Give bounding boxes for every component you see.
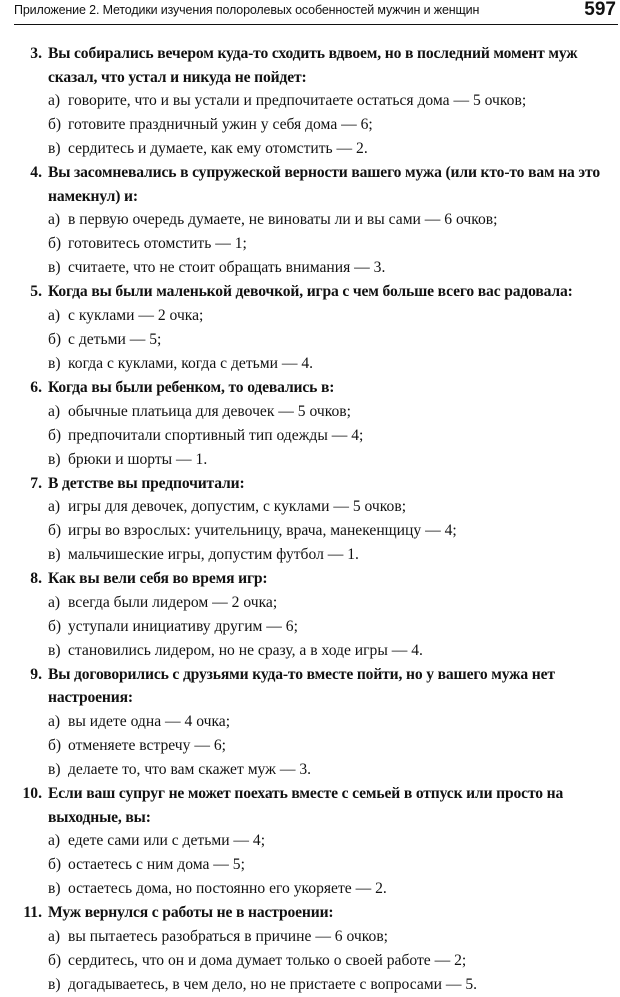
option-letter: в) — [48, 259, 61, 277]
option-letter: б) — [48, 522, 62, 540]
answer-option — [48, 925, 614, 949]
page-number: 597 — [584, 0, 616, 20]
question-number: 3. — [30, 45, 42, 62]
answer-option — [48, 256, 614, 280]
question-number: 8. — [30, 570, 42, 588]
option-text: догадываетесь, в чем дело, но не пристаете с вопросами — 5. — [68, 975, 478, 993]
question-item — [0, 42, 620, 161]
option-letter: а) — [48, 498, 61, 516]
answer-option — [48, 758, 614, 782]
option-text: предпочитали спортивный тип одежды — 4; — [68, 426, 364, 444]
option-letter: в) — [48, 880, 61, 898]
option-letter: б) — [48, 330, 62, 348]
answer-option — [48, 304, 614, 328]
answer-option — [48, 734, 614, 758]
option-text: игры во взрослых: учительницу, врача, манекенщицу — 4; — [68, 522, 457, 540]
option-text: вы пытаетесь разобраться в причине — 6 очков; — [68, 927, 389, 945]
answer-option — [48, 591, 614, 615]
option-text: с куклами — 2 очка; — [68, 306, 204, 324]
question-number: 4. — [30, 164, 42, 182]
option-letter: а) — [48, 832, 61, 850]
question-text: Как вы вели себя во время игр: — [48, 570, 268, 588]
question-item — [0, 280, 620, 376]
option-letter: б) — [48, 951, 62, 969]
answer-option — [48, 949, 614, 973]
answer-option — [48, 352, 614, 376]
option-text: обычные платьица для девочек — 5 очков; — [68, 402, 352, 420]
option-letter: в) — [48, 450, 61, 468]
option-text: когда с куклами, когда с детьми — 4. — [68, 354, 314, 372]
answer-option — [48, 519, 614, 543]
option-text: в первую очередь думаете, не виноваты ли и вы сами — 6 очков; — [68, 211, 498, 229]
option-letter: б) — [48, 426, 62, 444]
answer-option — [48, 615, 614, 639]
option-letter: в) — [48, 140, 61, 158]
question-number: 11. — [23, 904, 42, 922]
option-text: готовитесь отомстить — 1; — [68, 235, 247, 253]
question-number: 6. — [30, 378, 42, 396]
question-text: Когда вы были маленькой девочкой, игра с чем больше всего вас радовала: — [48, 283, 573, 301]
option-text: брюки и шорты — 1. — [68, 450, 208, 468]
option-text: отменяете встречу — 6; — [68, 736, 226, 754]
question-number: 7. — [30, 474, 42, 492]
question-text: В детстве вы предпочитали: — [48, 474, 245, 492]
answer-option — [48, 710, 614, 734]
option-letter: а) — [48, 402, 61, 420]
answer-option — [48, 208, 614, 232]
answer-option — [48, 424, 614, 448]
running-header — [14, 0, 618, 25]
question-text: Вы договорились с друзьями куда-то вместе пойти, но у вашего мужа нет настроения: — [48, 665, 555, 707]
option-text: говорите, что и вы устали и предпочитаете остаться дома — 5 очков; — [68, 92, 527, 110]
option-letter: а) — [48, 92, 61, 110]
option-letter: б) — [48, 116, 62, 134]
option-text: всегда были лидером — 2 очка; — [68, 593, 278, 611]
option-letter: а) — [48, 593, 61, 611]
question-item — [0, 376, 620, 472]
question-item — [0, 472, 620, 568]
header-title: Приложение 2. Методики изучения полоролевых особенностей мужчин и женщин — [14, 3, 480, 17]
option-letter: а) — [48, 712, 61, 730]
question-text: Когда вы были ребенком, то одевались в: — [48, 378, 335, 396]
question-item — [0, 782, 620, 901]
option-text: игры для девочек, допустим, с куклами — 5 очков; — [68, 498, 407, 516]
question-item — [0, 901, 620, 997]
answer-option — [48, 639, 614, 663]
option-text: становились лидером, но не сразу, а в ходе игры — 4. — [68, 641, 423, 659]
option-letter: в) — [48, 354, 61, 372]
option-letter: а) — [48, 306, 61, 324]
option-text: остаетесь с ним дома — 5; — [68, 856, 245, 874]
answer-option — [48, 543, 614, 567]
answer-option — [48, 973, 614, 997]
option-text: готовите праздничный ужин у себя дома — 6; — [68, 116, 373, 134]
question-text: Вы собирались вечером куда-то сходить вдвоем, но в последний момент муж сказал, что устал и никуда не пойдет: — [48, 45, 578, 86]
option-letter: а) — [48, 211, 61, 229]
option-text: сердитесь и думаете, как ему отомстить — 2. — [68, 140, 368, 158]
answer-option — [48, 400, 614, 424]
option-text: едете сами или с детьми — 4; — [68, 832, 266, 850]
option-letter: в) — [48, 546, 61, 564]
question-number: 10. — [22, 784, 42, 802]
question-item — [0, 663, 620, 782]
answer-option — [48, 877, 614, 901]
option-letter: в) — [48, 641, 61, 659]
option-text: считаете, что не стоит обращать внимания — 3. — [68, 259, 386, 277]
option-text: вы идете одна — 4 очка; — [68, 712, 231, 730]
option-letter: б) — [48, 235, 62, 253]
answer-option — [48, 113, 614, 137]
answer-option — [48, 137, 614, 161]
option-text: мальчишеские игры, допустим футбол — 1. — [68, 546, 359, 564]
question-text: Муж вернулся с работы не в настроении: — [48, 904, 334, 922]
question-text: Если ваш супруг не может поехать вместе с семьей в отпуск или просто на выходные, вы: — [48, 784, 564, 826]
answer-option — [48, 448, 614, 472]
question-text: Вы засомневались в супружеской верности вашего мужа (или кто-то вам на это намекнул) и: — [48, 164, 600, 205]
option-letter: в) — [48, 975, 61, 993]
answer-option — [48, 328, 614, 352]
question-number: 5. — [30, 283, 42, 301]
option-letter: в) — [48, 760, 61, 778]
option-text: уступали инициативу другим — 6; — [68, 617, 298, 635]
answer-option — [48, 89, 614, 113]
option-text: делаете то, что вам скажет муж — 3. — [68, 760, 312, 778]
answer-option — [48, 829, 614, 853]
question-item — [0, 161, 620, 280]
question-number: 9. — [30, 665, 42, 683]
option-letter: б) — [48, 617, 62, 635]
answer-option — [48, 232, 614, 256]
answer-option — [48, 495, 614, 519]
option-text: сердитесь, что он и дома думает только о своей работе — 2; — [68, 951, 467, 969]
question-list — [0, 42, 620, 997]
question-item — [0, 567, 620, 663]
option-letter: а) — [48, 927, 61, 945]
option-text: остаетесь дома, но постоянно его укоряете — 2. — [68, 880, 387, 898]
option-letter: б) — [48, 736, 62, 754]
option-text: с детьми — 5; — [68, 330, 162, 348]
answer-option — [48, 853, 614, 877]
option-letter: б) — [48, 856, 62, 874]
